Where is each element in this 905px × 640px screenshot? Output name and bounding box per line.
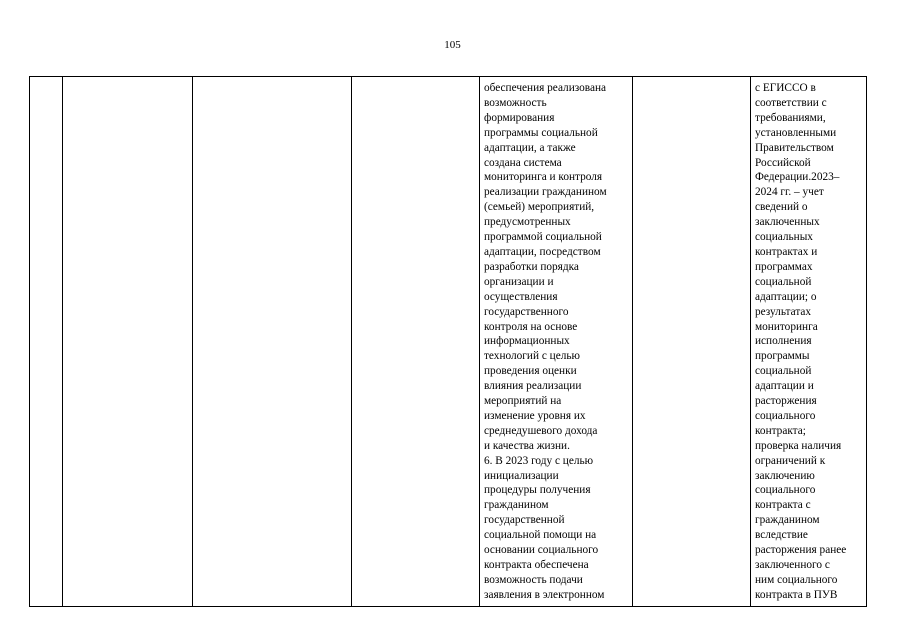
page-number: 105 xyxy=(444,39,461,51)
table-cell-col6 xyxy=(633,77,751,607)
cell-text: обеспечения реализована возможность формирования программы социальной адаптации, а также создана система мониторинга и контроля реализации гражданином (семьей) мероприятий, предусмотренных программой социальной адаптации, посредством разработки порядка организации и осуществления государственного контроля на основе информационных технологий с целью проведения оценки влияния реализации мероприятий на изменение уровня их среднедушевого дохода и качества жизни. 6. В 2023 году с целью инициализации процедуры получения гражданином государственной социальной помощи на основании социального контракта обеспечена возможность подачи заявления в электронном xyxy=(484,82,607,601)
table-cell-col5 xyxy=(480,77,633,607)
table-cell-col2 xyxy=(63,77,193,607)
table-cell-col3 xyxy=(193,77,352,607)
table-row xyxy=(30,77,867,607)
table-cell-col7 xyxy=(751,77,867,607)
document-table xyxy=(29,76,867,607)
table-cell-col1 xyxy=(30,77,63,607)
cell-text: с ЕГИССО в соответствии с требованиями, установленными Правительством Российской Федерации.2023– 2024 гг. – учет сведений о заключенных социальных контрактах и программах социальной адаптации; о результатах мониторинга исполнения программы социальной адаптации и расторжения социального контракта; проверка наличия ограничений к заключению социального контракта с гражданином вследствие расторжения ранее заключенного с ним социального контракта в ПУВ xyxy=(755,82,847,601)
table-cell-col4 xyxy=(352,77,480,607)
